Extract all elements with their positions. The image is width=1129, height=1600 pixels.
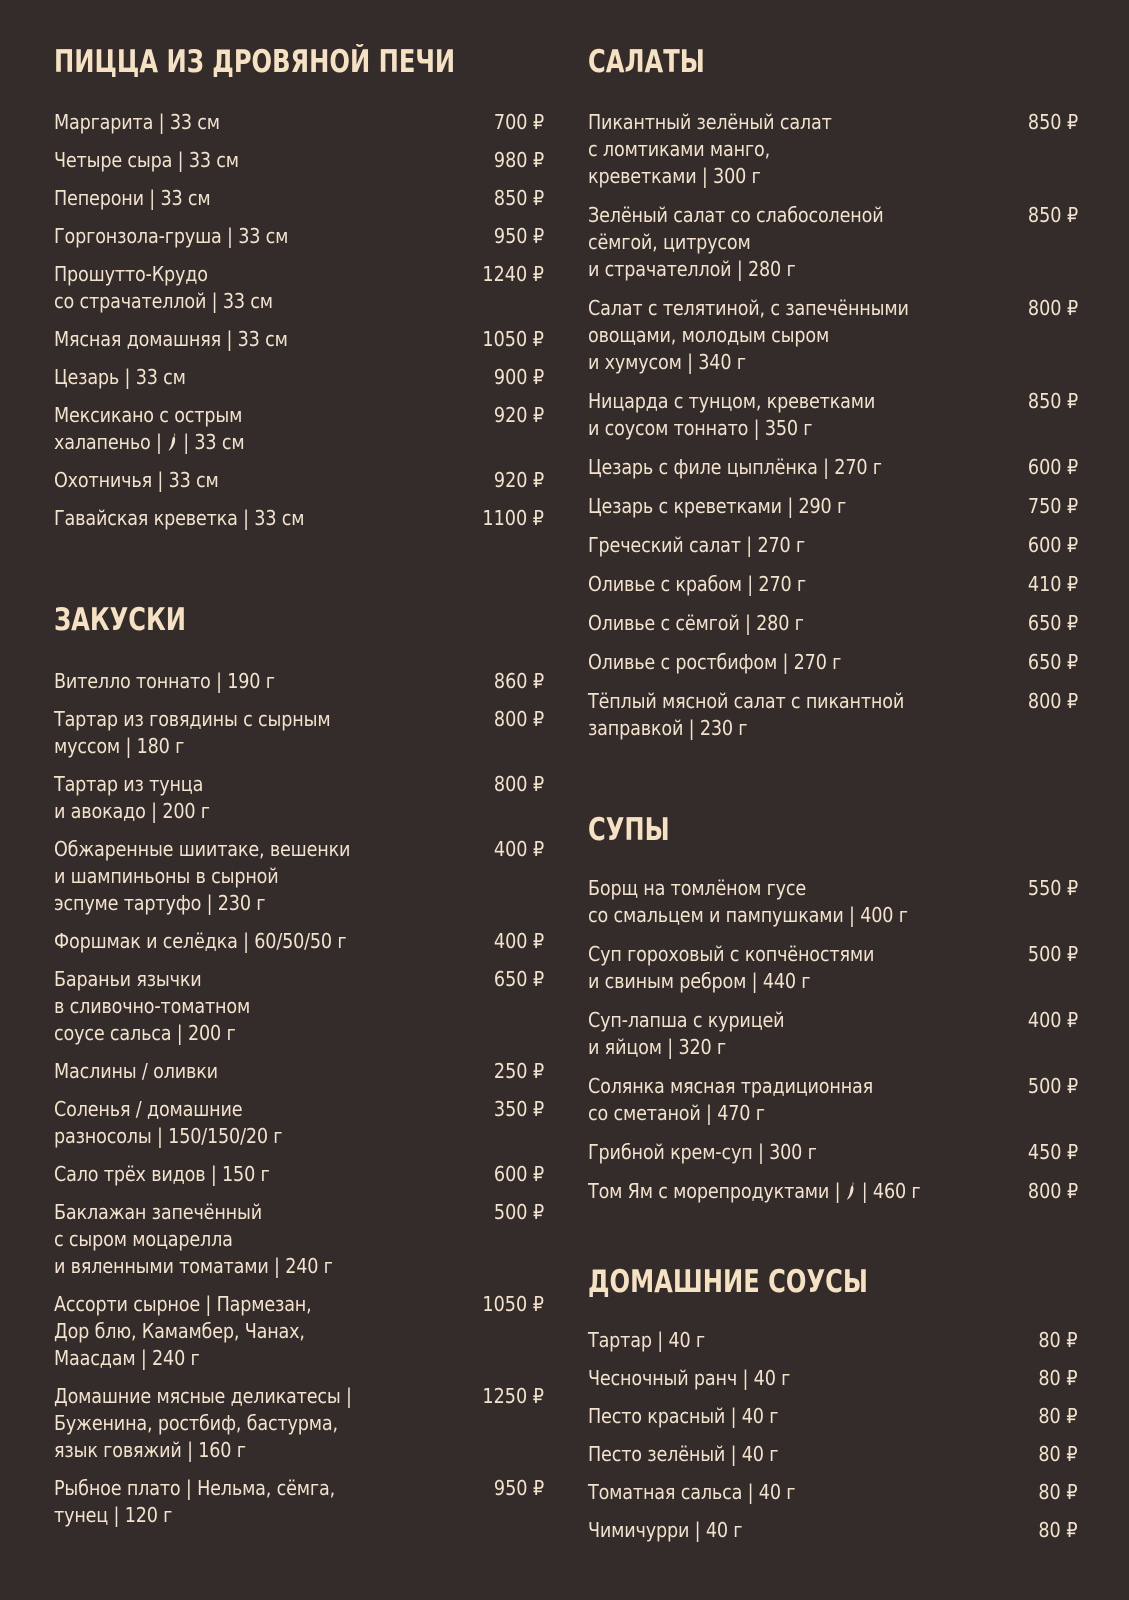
menu-item-price: 920 ₽ (493, 468, 544, 492)
menu-item (54, 326, 544, 353)
menu-item (54, 668, 544, 695)
menu-section-right-0 (588, 109, 1078, 754)
menu-item-name: Оливье с сёмгой | 280 г (588, 611, 804, 635)
menu-item (54, 1096, 544, 1150)
menu-item-name: Том Ям с морепродуктами | | 460 г (588, 1179, 921, 1203)
menu-item (54, 1291, 544, 1372)
menu-item-price: 250 ₽ (493, 1059, 544, 1083)
menu-item (588, 1007, 1078, 1061)
menu-item (588, 610, 1078, 637)
menu-item-price: 800 ₽ (1027, 296, 1078, 320)
menu-item (588, 532, 1078, 559)
menu-item-name: Греческий салат | 270 г (588, 533, 806, 557)
menu-item-price: 980 ₽ (493, 148, 544, 172)
menu-item-name: Оливье с крабом | 270 г (588, 572, 806, 596)
menu-item-price: 1250 ₽ (482, 1384, 544, 1408)
menu-item-price: 80 ₽ (1038, 1366, 1078, 1390)
menu-item (588, 1479, 1078, 1506)
menu-item (588, 1517, 1078, 1544)
menu-item-name: Чесночный ранч | 40 г (588, 1366, 791, 1390)
menu-item-name: Прошутто-Крудо со страчателлой | 33 см (54, 262, 273, 313)
menu-item (588, 1403, 1078, 1430)
menu-item-price: 900 ₽ (493, 365, 544, 389)
menu-item-name: Песто красный | 40 г (588, 1404, 779, 1428)
menu-item (588, 1365, 1078, 1392)
menu-item-name: Форшмак и селёдка | 60/50/50 г (54, 929, 347, 953)
menu-item (54, 928, 544, 955)
menu-item (588, 571, 1078, 598)
menu-item-name: Ассорти сырное | Пармезан, Дор блю, Камамбер, Чанах, Маасдам | 240 г (54, 1292, 312, 1370)
menu-item-price: 800 ₽ (1027, 1179, 1078, 1203)
menu-item (54, 402, 544, 456)
menu-item-price: 950 ₽ (493, 1476, 544, 1500)
menu-item-price: 1100 ₽ (482, 506, 544, 530)
menu-item-price: 600 ₽ (1027, 533, 1078, 557)
menu-item (54, 771, 544, 825)
menu-item-price: 850 ₽ (493, 186, 544, 210)
menu-item-name: Цезарь с креветками | 290 г (588, 494, 847, 518)
menu-item-name: Баклажан запечённый с сыром моцарелла и вяленными томатами | 240 г (54, 1200, 333, 1278)
menu-item-name: Пеперони | 33 см (54, 186, 211, 210)
menu-item-name: Тартар | 40 г (588, 1328, 705, 1352)
menu-item-price: 1050 ₽ (482, 327, 544, 351)
menu-item-price: 860 ₽ (493, 669, 544, 693)
menu-item-name: Оливье с ростбифом | 270 г (588, 650, 842, 674)
menu-item-name: Песто зелёный | 40 г (588, 1442, 779, 1466)
menu-item-price: 850 ₽ (1027, 110, 1078, 134)
menu-item-name: Тёплый мясной салат с пикантной заправкой | 230 г (588, 689, 905, 740)
menu-item (54, 1475, 544, 1529)
menu-item-price: 80 ₽ (1038, 1480, 1078, 1504)
menu-item-price: 80 ₽ (1038, 1442, 1078, 1466)
menu-item (588, 688, 1078, 742)
menu-item (588, 1073, 1078, 1127)
menu-item (588, 1441, 1078, 1468)
section-title: САЛАТЫ (588, 44, 705, 80)
menu-item (54, 109, 544, 136)
menu-item-name: Обжаренные шиитаке, вешенки и шампиньоны в сырной эспуме тартуфо | 230 г (54, 837, 351, 915)
chili-pepper-icon (167, 432, 178, 452)
menu-item-price: 850 ₽ (1027, 389, 1078, 413)
menu-item (54, 223, 544, 250)
menu-item-price: 1240 ₽ (482, 262, 544, 286)
menu-item-price: 950 ₽ (493, 224, 544, 248)
menu-item (54, 966, 544, 1047)
menu-item-name: Чимичурри | 40 г (588, 1518, 743, 1542)
menu-item-name: Зелёный салат со слабосоленой сёмгой, цитрусом и страчателлой | 280 г (588, 203, 884, 281)
chili-pepper-icon (846, 1181, 857, 1201)
menu-item-price: 500 ₽ (1027, 942, 1078, 966)
section-title: СУПЫ (588, 812, 670, 848)
menu-item (54, 467, 544, 494)
menu-item-price: 700 ₽ (493, 110, 544, 134)
menu-item-price: 500 ₽ (493, 1200, 544, 1224)
menu-item-name: Горгонзола-груша | 33 см (54, 224, 289, 248)
menu-section-left-0 (54, 109, 544, 543)
menu-item (588, 649, 1078, 676)
menu-item-price: 80 ₽ (1038, 1404, 1078, 1428)
menu-item-price: 750 ₽ (1027, 494, 1078, 518)
menu-item-price: 800 ₽ (493, 772, 544, 796)
menu-item-name: Суп гороховый с копчёностями и свиным ребром | 440 г (588, 942, 875, 993)
menu-item (54, 185, 544, 212)
menu-item-name: Домашние мясные деликатесы | Буженина, ростбиф, бастурма, язык говяжий | 160 г (54, 1384, 352, 1462)
menu-item (54, 836, 544, 917)
menu-item-price: 850 ₽ (1027, 203, 1078, 227)
menu-item-name: Охотничья | 33 см (54, 468, 219, 492)
menu-item-name: Бараньи язычки в сливочно-томатном соусе сальса | 200 г (54, 967, 251, 1045)
menu-item-price: 350 ₽ (493, 1097, 544, 1121)
menu-item (54, 147, 544, 174)
menu-item-price: 550 ₽ (1027, 876, 1078, 900)
menu-item (54, 505, 544, 532)
menu-item (588, 941, 1078, 995)
menu-item-name: Ницарда с тунцом, креветками и соусом тоннато | 350 г (588, 389, 876, 440)
menu-item-price: 500 ₽ (1027, 1074, 1078, 1098)
menu-item-price: 920 ₽ (493, 403, 544, 427)
menu-item-name: Борщ на томлёном гусе со смальцем и пампушками | 400 г (588, 876, 908, 927)
menu-item-price: 600 ₽ (1027, 455, 1078, 479)
menu-item-price: 80 ₽ (1038, 1518, 1078, 1542)
menu-item (588, 493, 1078, 520)
menu-item-price: 650 ₽ (1027, 650, 1078, 674)
menu-item (54, 1199, 544, 1280)
menu-item-name: Цезарь с филе цыплёнка | 270 г (588, 455, 882, 479)
menu-section-left-1 (54, 668, 544, 1540)
menu-item-price: 800 ₽ (493, 707, 544, 731)
menu-item-price: 400 ₽ (493, 929, 544, 953)
menu-item-price: 1050 ₽ (482, 1292, 544, 1316)
menu-item (588, 1178, 1078, 1205)
menu-item-name: Пикантный зелёный салат с ломтиками манго, креветками | 300 г (588, 110, 832, 188)
menu-item (588, 109, 1078, 190)
menu-section-right-2 (588, 1327, 1078, 1555)
section-title: ЗАКУСКИ (54, 602, 187, 638)
menu-item-price: 600 ₽ (493, 1162, 544, 1186)
menu-item-name: Вителло тоннато | 190 г (54, 669, 275, 693)
menu-item (588, 202, 1078, 283)
menu-item-name: Маргарита | 33 см (54, 110, 220, 134)
menu-item-price: 800 ₽ (1027, 689, 1078, 713)
menu-item (588, 295, 1078, 376)
menu-item (54, 261, 544, 315)
menu-item (54, 1058, 544, 1085)
section-title: ПИЦЦА ИЗ ДРОВЯНОЙ ПЕЧИ (54, 44, 456, 80)
menu-item-name: Маслины / оливки (54, 1059, 218, 1083)
menu-item-name: Суп-лапша с курицей и яйцом | 320 г (588, 1008, 785, 1059)
menu-item-name: Рыбное плато | Нельма, сёмга, тунец | 120 г (54, 1476, 335, 1527)
menu-item (588, 1139, 1078, 1166)
menu-section-right-1 (588, 875, 1078, 1217)
menu-item-name: Четыре сыра | 33 см (54, 148, 239, 172)
menu-item-price: 80 ₽ (1038, 1328, 1078, 1352)
menu-item (588, 1327, 1078, 1354)
menu-item-price: 400 ₽ (493, 837, 544, 861)
menu-item-price: 650 ₽ (1027, 611, 1078, 635)
menu-item-name: Грибной крем-суп | 300 г (588, 1140, 817, 1164)
section-title: ДОМАШНИЕ СОУСЫ (588, 1264, 868, 1300)
menu-item-name: Соленья / домашние разносолы | 150/150/20 г (54, 1097, 283, 1148)
menu-item-name: Гавайская креветка | 33 см (54, 506, 305, 530)
menu-item (54, 1161, 544, 1188)
menu-item-name: Солянка мясная традиционная со сметаной | 470 г (588, 1074, 874, 1125)
menu-item (588, 388, 1078, 442)
menu-item-price: 450 ₽ (1027, 1140, 1078, 1164)
menu-item-price: 410 ₽ (1027, 572, 1078, 596)
menu-item-price: 650 ₽ (493, 967, 544, 991)
menu-item-name: Тартар из тунца и авокадо | 200 г (54, 772, 210, 823)
menu-item-name: Мексикано с острым халапеньо | | 33 см (54, 403, 245, 454)
menu-item (588, 454, 1078, 481)
menu-item-name: Мясная домашняя | 33 см (54, 327, 288, 351)
menu-item-name: Салат с телятиной, с запечёнными овощами, молодым сыром и хумусом | 340 г (588, 296, 909, 374)
menu-item-name: Томатная сальса | 40 г (588, 1480, 796, 1504)
menu-item (588, 875, 1078, 929)
menu-item (54, 1383, 544, 1464)
menu-item-name: Цезарь | 33 см (54, 365, 186, 389)
menu-item-price: 400 ₽ (1027, 1008, 1078, 1032)
menu-item (54, 364, 544, 391)
menu-item (54, 706, 544, 760)
menu-item-name: Тартар из говядины с сырным муссом | 180 г (54, 707, 331, 758)
menu-item-name: Сало трёх видов | 150 г (54, 1162, 270, 1186)
